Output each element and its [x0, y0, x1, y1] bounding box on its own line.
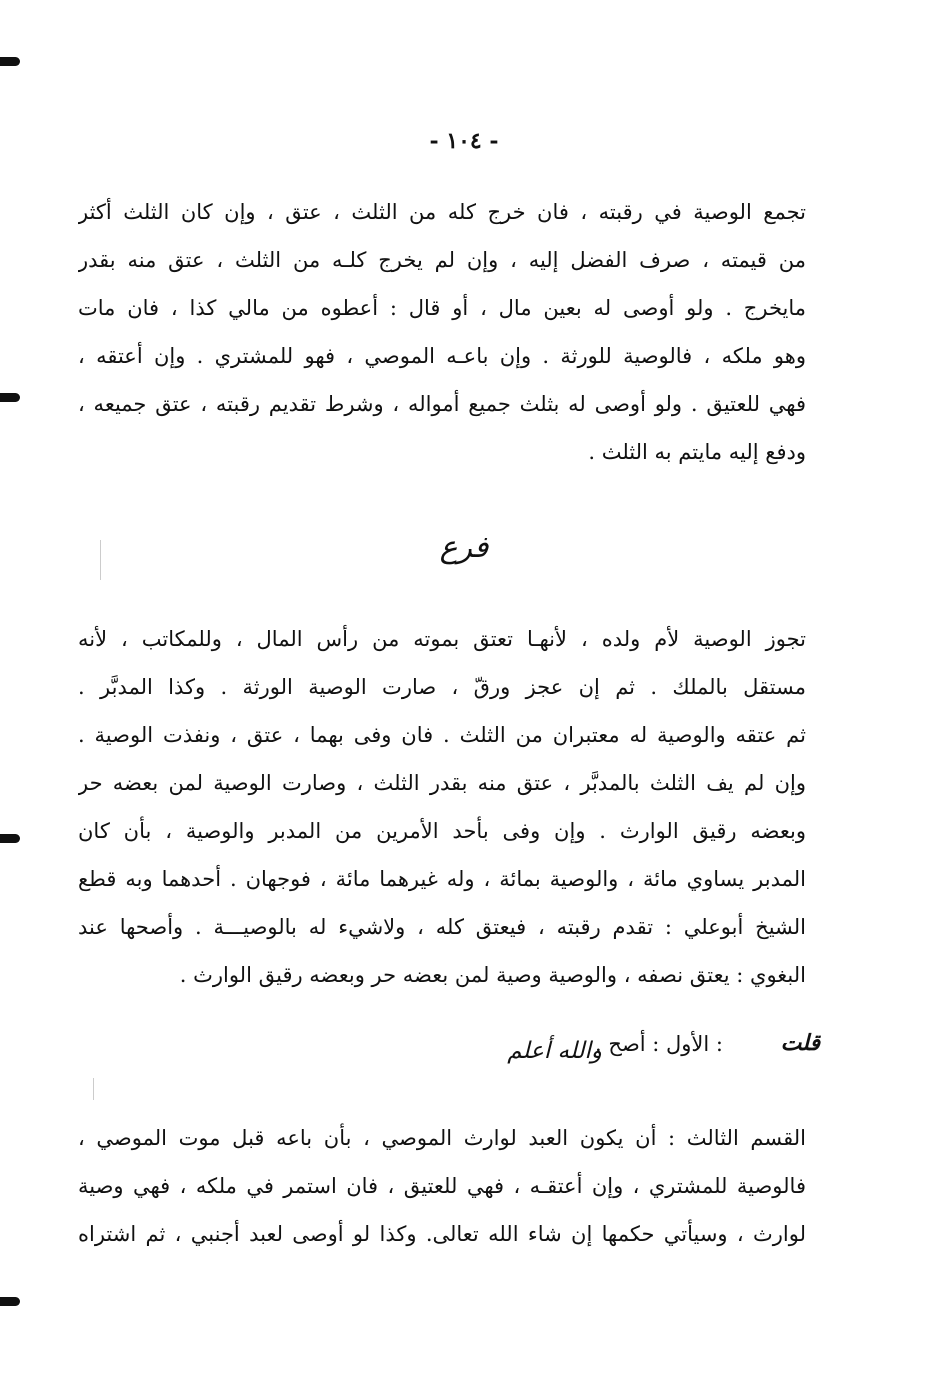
paragraph-3-line: لوارث ، وسيأتي حكمها إن شاء الله تعالى. وكذا لو أوصى لعبد أجنبي ، ثم اشتراه — [78, 1222, 806, 1246]
note-text: : الأول : أصح . — [595, 1032, 723, 1056]
paragraph-1-line: وهو ملكه ، فالوصية للورثة . وإن باعـه الموصي ، فهو للمشتري . وإن أعتقه ، — [78, 344, 806, 368]
paragraph-1-line: مايخرج . ولو أوصى له بعين مال ، أو قال : أعطوه من مالي كذا ، فان مات — [78, 296, 806, 320]
section-heading: فرع — [439, 530, 489, 565]
page-edge-mark-4 — [0, 1297, 20, 1306]
paragraph-3-line: القسم الثالث : أن يكون العبد لوارث الموصي ، بأن باعه قبل موت الموصي ، — [78, 1126, 806, 1150]
paragraph-1-line: تجمع الوصية في رقبته ، فان خرج كله من الثلث ، عتق ، وإن كان الثلث أكثر — [78, 200, 806, 224]
paragraph-2-line: الشيخ أبوعلي : تقدم رقبته ، فيعتق كله ، ولاشيء له بالوصيـــة . وأصحها عند — [78, 915, 806, 939]
paragraph-2 — [78, 615, 806, 999]
note-handwritten-closing: والله أعلم — [507, 1038, 602, 1064]
page-edge-mark-2 — [0, 393, 20, 402]
paragraph-3-line: فالوصية للمشتري ، وإن أعتقـه ، فهي للعتيق ، فان استمر في ملكه ، فهي وصية — [78, 1174, 806, 1198]
paragraph-1-line: ودفع إليه مايتم به الثلث . — [588, 440, 806, 464]
paragraph-2-line: المدبر يساوي مائة ، والوصية بمائة ، وله غيرهما مائة ، فوجهان . أحدهما وبه قطع — [78, 867, 806, 891]
note-label: قلت — [780, 1030, 820, 1056]
paragraph-1 — [78, 188, 806, 476]
paragraph-2-line: وبعضه رقيق الوارث . وإن وفى بأحد الأمرين من المدبر والوصية ، بأن كان — [78, 819, 806, 843]
paragraph-2-line: وإن لم يف الثلث بالمدبَّر ، عتق منه بقدر الثلث ، وصارت الوصية لمن بعضه حر — [78, 771, 806, 795]
page-number: - ١٠٤ - — [429, 128, 499, 154]
paragraph-3 — [78, 1114, 806, 1258]
paragraph-1-line: فهي للعتيق . ولو أوصى له بثلث جميع أمواله ، وشرط تقديم رقبته ، عتق جميعه ، — [78, 392, 806, 416]
paragraph-1-line: من قيمته ، صرف الفضل إليه ، وإن لم يخرج كلـه من الثلث ، عتق منه بقدر — [78, 248, 806, 272]
page-edge-mark-3 — [0, 834, 20, 843]
paragraph-2-line: ثم عتقه والوصية له معتبران من الثلث . فان وفى بهما ، عتق ، ونفذت الوصية . — [78, 723, 806, 747]
editor-note — [0, 1024, 928, 1084]
paragraph-2-line: البغوي : يعتق نصفه ، والوصية وصية لمن بعضه حر وبعضه رقيق الوارث . — [179, 963, 806, 987]
page-edge-mark-1 — [0, 57, 20, 66]
paragraph-2-line: تجوز الوصية لأم ولده ، لأنهـا تعتق بموته من رأس المال ، وللمكاتب ، لأنه — [78, 627, 806, 651]
paragraph-2-line: مستقل بالملك . ثم إن عجز ورقّ ، صارت الوصية الورثة . وكذا المدبَّر . — [78, 675, 806, 699]
